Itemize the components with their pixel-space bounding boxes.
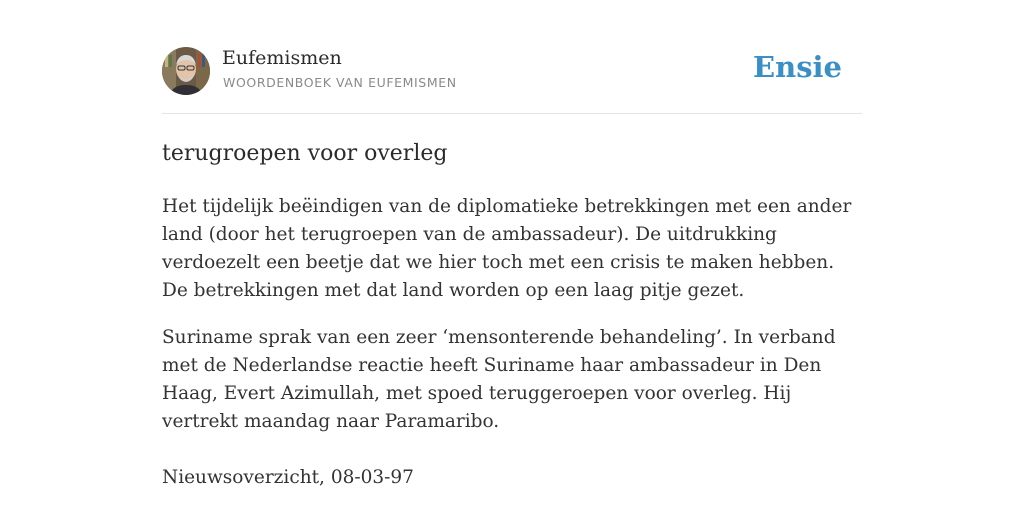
header — [162, 44, 862, 114]
author-subtitle[interactable]: WOORDENBOEK VAN EUFEMISMEN — [223, 75, 457, 90]
brand-logo[interactable]: Ensie — [753, 50, 842, 84]
author-name[interactable]: Eufemismen — [222, 47, 342, 69]
entry-term: terugroepen voor overleg — [162, 141, 448, 166]
avatar[interactable] — [162, 47, 210, 95]
entry-example: Suriname sprak van een zeer ‘mensonterende behandeling’. In verband met de Nederlandse reactie heeft Suriname haar ambassadeur in Den Haag, Evert Azimullah, met spoed teruggeroepen voor overleg. Hij vertrekt maandag naar Paramaribo. — [162, 327, 836, 432]
entry-source: Nieuwsoverzicht, 08-03-97 — [162, 467, 414, 488]
entry-card — [162, 44, 862, 492]
entry-definition: Het tijdelijk beëindigen van de diplomatieke betrekkingen met een ander land (door het terugroepen van de ambassadeur). De uitdrukking verdoezelt een beetje dat we hier toch met een crisis te maken hebben. De betrekkingen met dat land worden op een laag pitje gezet. — [162, 196, 852, 301]
